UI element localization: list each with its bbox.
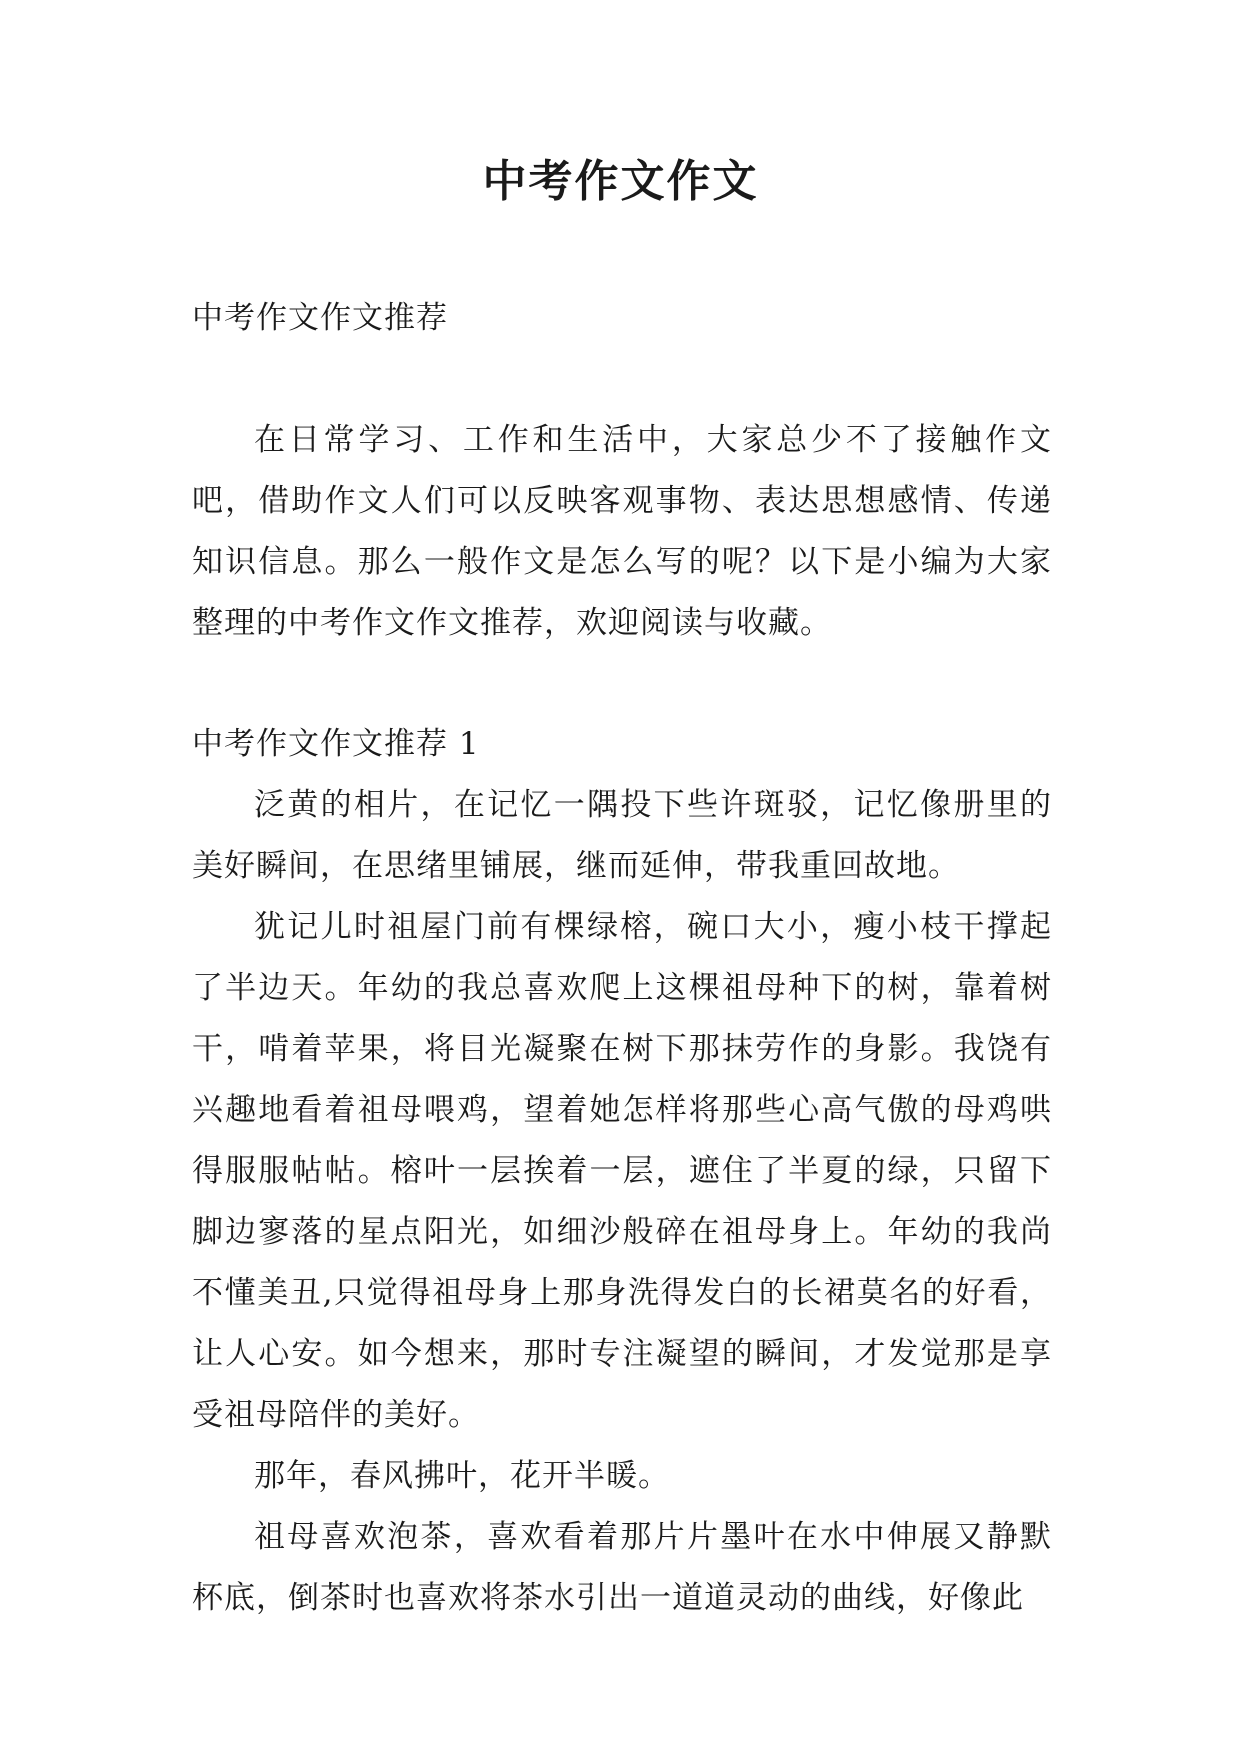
spacer [192, 654, 1052, 714]
body-paragraph: 祖母喜欢泡茶，喜欢看着那片片墨叶在水中伸展又静默杯底，倒茶时也喜欢将茶水引出一道道灵动的曲线，好像此 [192, 1519, 1052, 1616]
document-subtitle: 中考作文作文推荐 [192, 300, 448, 336]
body-paragraph: 泛黄的相片，在记忆一隅投下些许斑驳，记忆像册里的美好瞬间，在思绪里铺展，继而延伸，带我重回故地。 [192, 787, 1052, 884]
body-paragraph: 犹记儿时祖屋门前有棵绿榕，碗口大小，瘦小枝干撑起了半边天。年幼的我总喜欢爬上这棵祖母种下的树，靠着树干，啃着苹果，将目光凝聚在树下那抹劳作的身影。我饶有兴趣地看着祖母喂鸡，望着她怎样将那些心高气傲的母鸡哄得服服帖帖。榕叶一层挨着一层，遮住了半夏的绿，只留下脚边寥落的星点阳光，如细沙般碎在祖母身上。年幼的我尚不懂美丑,只觉得祖母身上那身洗得发白的长裙莫名的好看，让人心安。如今想来，那时专注凝望的瞬间，才发觉那是享受祖母陪伴的美好。 [192, 909, 1052, 1433]
body-paragraph: 那年，春风拂叶，花开半暖。 [254, 1458, 670, 1494]
document-title: 中考作文作文 [482, 156, 759, 207]
intro-paragraph: 在日常学习、工作和生活中，大家总少不了接触作文吧，借助作文人们可以反映客观事物、表达思想感情、传递知识信息。那么一般作文是怎么写的呢？以下是小编为大家整理的中考作文作文推荐，欢迎阅读与收藏。 [192, 422, 1052, 641]
section-heading: 中考作文作文推荐 1 [192, 726, 480, 762]
document-body [192, 288, 1052, 1629]
spacer [192, 349, 1052, 410]
